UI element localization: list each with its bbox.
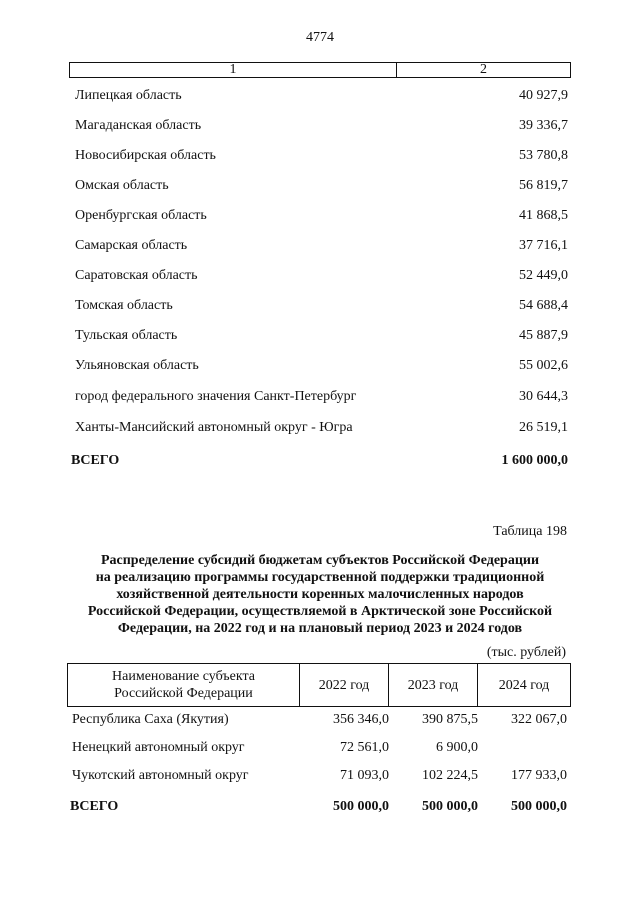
region-value: 40 927,9: [519, 88, 568, 103]
region-name: Оренбургская область: [75, 208, 207, 223]
region-name: Магаданская область: [75, 118, 202, 133]
total-label: ВСЕГО: [70, 799, 119, 814]
table1-row: [75, 116, 568, 136]
table2-row: [70, 766, 570, 786]
header-2022: 2022 год: [300, 664, 389, 706]
header-name-line: Наименование субъекта: [112, 669, 255, 684]
table1-row: [75, 418, 568, 438]
total-2022: 500 000,0: [333, 799, 389, 814]
table1-header-col1: 1: [70, 63, 397, 77]
table-title: [70, 552, 570, 637]
value-2022: 72 561,0: [340, 740, 389, 755]
region-value: 39 336,7: [519, 118, 568, 133]
table2-row: [70, 710, 570, 730]
title-line: на реализацию программы государственной поддержки традиционной: [95, 570, 545, 585]
title-line: Федерации, на 2022 год и на плановый период 2023 и 2024 годов: [117, 621, 523, 636]
table1-row: [75, 146, 568, 166]
total-2023: 500 000,0: [422, 799, 478, 814]
value-2023: 102 224,5: [422, 768, 478, 783]
table1-row: [75, 326, 568, 346]
table1-row: [75, 356, 568, 376]
total-2024: 500 000,0: [511, 799, 567, 814]
title-line: Российской Федерации, осуществляемой в Арктической зоне Российской: [87, 604, 553, 619]
region-value: 53 780,8: [519, 148, 568, 163]
region-value: 45 887,9: [519, 328, 568, 343]
table-number: Таблица 198: [493, 524, 567, 539]
region-name: Ханты-Мансийский автономный округ - Югра: [75, 420, 353, 435]
table2-header: [67, 663, 571, 707]
value-2023: 390 875,5: [422, 712, 478, 727]
table1-header-col2: 2: [480, 62, 487, 77]
region-value: 41 868,5: [519, 208, 568, 223]
table1-row: [75, 86, 568, 106]
value-2024: 177 933,0: [511, 768, 567, 783]
region-name: Самарская область: [75, 238, 188, 253]
region-name: Ульяновская область: [75, 358, 199, 373]
table2-total-row: [70, 797, 570, 817]
table1-row: [75, 296, 568, 316]
table1-row: [75, 176, 568, 196]
header-name-line: Российской Федерации: [114, 686, 253, 701]
region-name: Омская область: [75, 178, 169, 193]
table1-total-row: [71, 451, 568, 471]
subject-name: Республика Саха (Якутия): [72, 712, 229, 727]
total-label: ВСЕГО: [71, 453, 120, 468]
region-name: Тульская область: [75, 328, 178, 343]
value-2022: 356 346,0: [333, 712, 389, 727]
region-value: 37 716,1: [519, 238, 568, 253]
header-subject-name: [68, 664, 300, 706]
subject-name: Ненецкий автономный округ: [72, 740, 245, 755]
region-value: 26 519,1: [519, 420, 568, 435]
table1-row: [75, 236, 568, 256]
region-value: 56 819,7: [519, 178, 568, 193]
table1-row: [75, 387, 568, 407]
region-name: Томская область: [75, 298, 173, 313]
title-line: хозяйственной деятельности коренных малочисленных народов: [116, 587, 524, 602]
value-2022: 71 093,0: [340, 768, 389, 783]
region-name: Липецкая область: [75, 88, 182, 103]
region-value: 54 688,4: [519, 298, 568, 313]
table1-row: [75, 206, 568, 226]
total-value: 1 600 000,0: [501, 453, 568, 468]
title-line: Распределение субсидий бюджетам субъектов Российской Федерации: [100, 553, 540, 568]
value-2024: 322 067,0: [511, 712, 567, 727]
units-label: (тыс. рублей): [486, 645, 566, 660]
table1-header: [69, 62, 571, 78]
header-2023: 2023 год: [389, 664, 478, 706]
page-number: 4774: [306, 30, 334, 45]
region-value: 52 449,0: [519, 268, 568, 283]
region-name: Новосибирская область: [75, 148, 216, 163]
region-name: Саратовская область: [75, 268, 198, 283]
header-2024: 2024 год: [498, 677, 550, 693]
table2-row: [70, 738, 570, 758]
region-name: город федерального значения Санкт-Петербург: [75, 389, 357, 404]
table1-row: [75, 266, 568, 286]
region-value: 55 002,6: [519, 358, 568, 373]
value-2023: 6 900,0: [436, 740, 478, 755]
subject-name: Чукотский автономный округ: [72, 768, 249, 783]
region-value: 30 644,3: [519, 389, 568, 404]
